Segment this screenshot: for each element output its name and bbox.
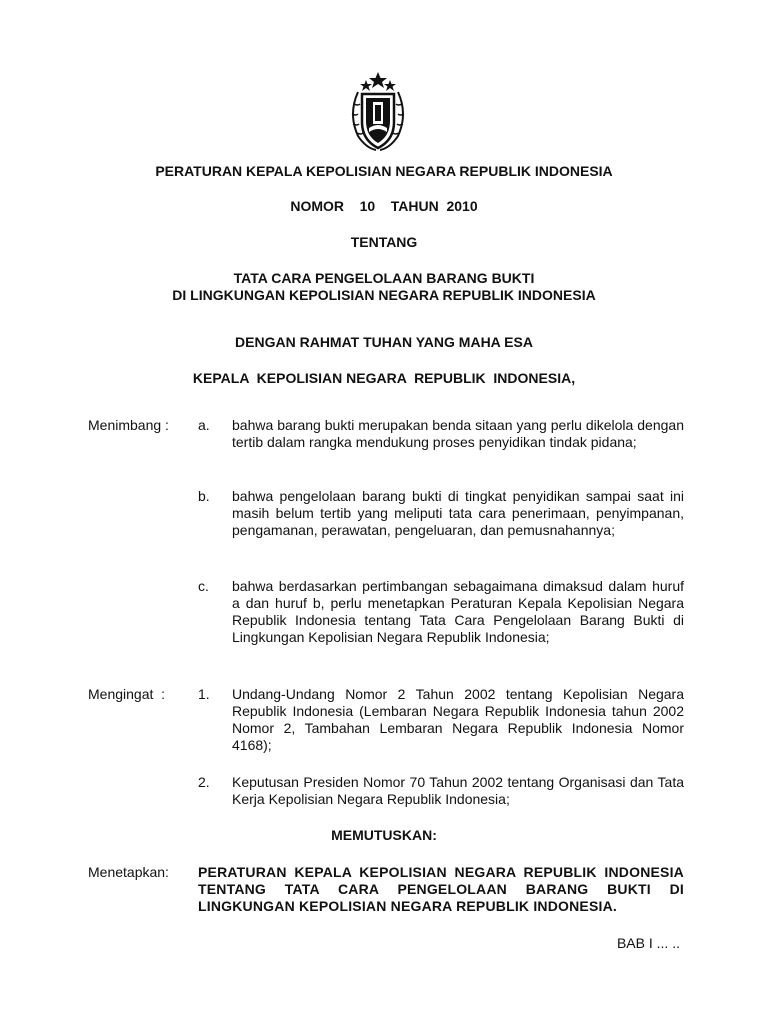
mengingat-item-2: Keputusan Presiden Nomor 70 Tahun 2002 tentang Organisasi dan Tata Kerja Kepolisian Negara Republik Indonesia; xyxy=(232,774,684,807)
menimbang-marker-c: c. xyxy=(198,578,209,594)
page-continuation: BAB I ... .. xyxy=(616,935,680,951)
tentang-heading: TENTANG xyxy=(350,234,418,250)
mengingat-marker-2: 2. xyxy=(198,774,210,790)
menimbang-marker-b: b. xyxy=(198,488,210,504)
menetapkan-label: Menetapkan: xyxy=(88,864,169,880)
menimbang-item-b: bahwa pengelolaan barang bukti di tingkat penyidikan sampai saat ini masih belum tertib yang meliputi tata cara penerimaan, penyimpanan, pengamanan, perawatan, pengeluaran, dan pemusnahannya; xyxy=(232,488,684,538)
police-emblem-icon xyxy=(344,70,412,154)
menimbang-marker-a: a. xyxy=(198,417,210,433)
mengingat-marker-1: 1. xyxy=(198,686,210,702)
menimbang-item-c: bahwa berdasarkan pertimbangan sebagaimana dimaksud dalam huruf a dan huruf b, perlu menetapkan Peraturan Kepala Kepolisian Negara Republik Indonesia tentang Tata Cara Pengelolaan Barang Bukti di Lingkungan Kepolisian Negara Republik Indonesia; xyxy=(232,578,684,645)
menimbang-label: Menimbang : xyxy=(88,417,169,433)
menetapkan-text: PERATURAN KEPALA KEPOLISIAN NEGARA REPUBLIK INDONESIA TENTANG TATA CARA PENGELOLAAN BARANG BUKTI DI LINGKUNGAN KEPOLISIAN NEGARA REPUBLIK INDONESIA. xyxy=(198,864,684,914)
memutuskan-heading: MEMUTUSKAN: xyxy=(331,827,437,843)
blessing-line: DENGAN RAHMAT TUHAN YANG MAHA ESA xyxy=(235,334,533,350)
mengingat-label: Mengingat : xyxy=(88,686,166,702)
document-title: PERATURAN KEPALA KEPOLISIAN NEGARA REPUBLIK INDONESIA xyxy=(155,163,613,179)
subject-line-1: TATA CARA PENGELOLAAN BARANG BUKTI xyxy=(233,270,535,286)
subject-line-2: DI LINGKUNGAN KEPOLISIAN NEGARA REPUBLIK INDONESIA xyxy=(172,287,596,303)
authority-line: KEPALA KEPOLISIAN NEGARA REPUBLIK INDONESIA, xyxy=(192,370,576,386)
document-number: NOMOR 10 TAHUN 2010 xyxy=(290,198,478,214)
menimbang-item-a: bahwa barang bukti merupakan benda sitaan yang perlu dikelola dengan tertib dalam rangka mendukung proses penyidikan tindak pidana; xyxy=(232,417,684,450)
mengingat-item-1: Undang-Undang Nomor 2 Tahun 2002 tentang Kepolisian Negara Republik Indonesia (Lembaran Negara Republik Indonesia tahun 2002 Nomor 2, Tambahan Lembaran Negara Republik Indonesia Nomor 4168); xyxy=(232,686,684,753)
